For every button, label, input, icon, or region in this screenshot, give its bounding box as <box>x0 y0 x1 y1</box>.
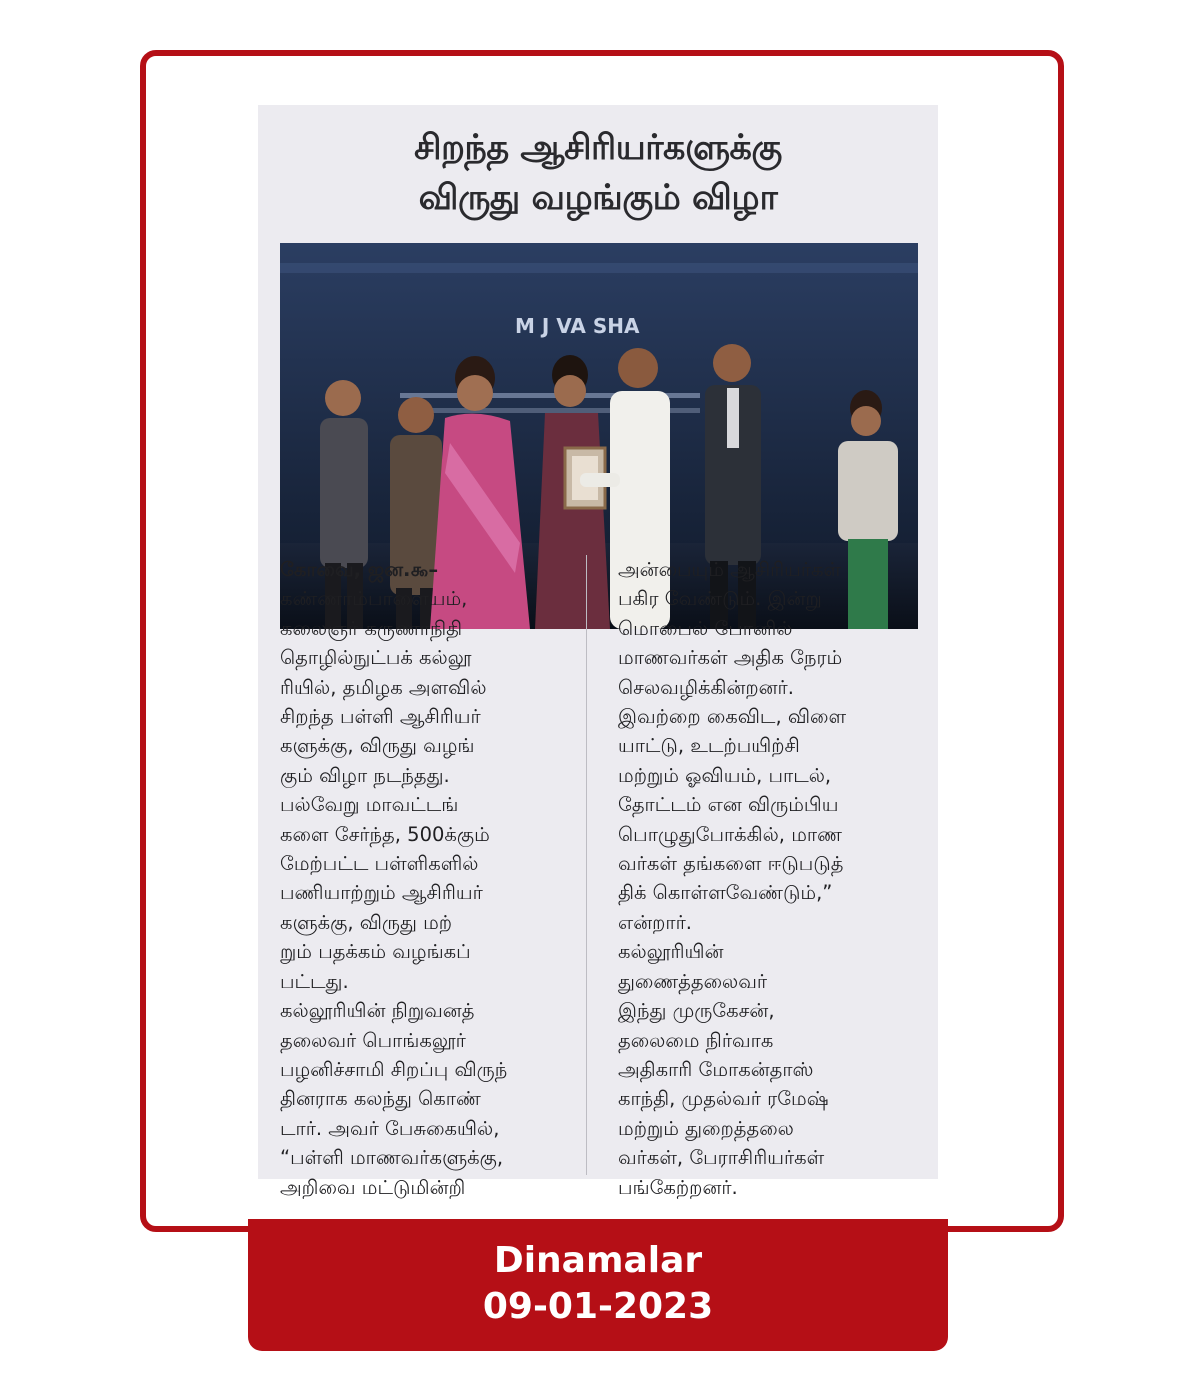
article-column-1-text: கண்ணாம்பாளையம், கலைஞர் கருணாநிதி தொழில்நுட்பக் கல்லூ ரியில், தமிழக அளவில் சிறந்த பள்ளி ஆசிரியர் களுக்கு, விருது வழங் கும் விழா நடந்தது. பல்வேறு மாவட்டங் களை சேர்ந்த, 500க்கும் மேற்பட்ட பள்ளிகளில் பணியாற்றும் ஆசிரியர் களுக்கு, விருது மற் றும் பதக்கம் வழங்கப் பட்டது. கல்லூரியின் நிறுவனத் தலைவர் பொங்கலூர் பழனிச்சாமி சிறப்பு விருந் தினராக கலந்து கொண் டார். அவர் பேசுகையில், “பள்ளி மாணவர்களுக்கு, அறிவை மட்டுமின்றி <box>280 587 508 1199</box>
dateline: கோவை, ஜன.௯– <box>280 558 439 581</box>
article-column-1 <box>280 555 580 1202</box>
column-divider <box>586 555 587 1175</box>
headline <box>258 123 938 223</box>
publication-date: 09-01-2023 <box>482 1286 714 1327</box>
headline-line-1: சிறந்த ஆசிரியர்களுக்கு <box>414 128 782 168</box>
headline-line-2: விருது வழங்கும் விழா <box>418 178 778 218</box>
publication-caption <box>248 1219 948 1351</box>
backdrop-text: M J VA SHA <box>515 314 640 338</box>
article-column-2: அன்பையும் ஆசிரியர்கள் பகிர வேண்டும். இன்று மொபைல் போனில் மாணவர்கள் அதிக நேரம் செலவழிக்கின்றனர். இவற்றை கைவிட, விளை யாட்டு, உடற்பயிற்சி மற்றும் ஓவியம், பாடல், தோட்டம் என விரும்பிய பொழுதுபோக்கில், மாண வர்கள் தங்களை ஈடுபடுத் திக் கொள்ளவேண்டும்,” என்றார். கல்லூரியின் துணைத்தலைவர் இந்து முருகேசன், தலைமை நிர்வாக அதிகாரி மோகன்தாஸ் காந்தி, முதல்வர் ரமேஷ் மற்றும் துறைத்தலை வர்கள், பேராசிரியர்கள் பங்கேற்றனர். <box>618 558 847 1199</box>
publication-name: Dinamalar <box>493 1240 703 1281</box>
newspaper-clipping <box>258 105 938 1199</box>
